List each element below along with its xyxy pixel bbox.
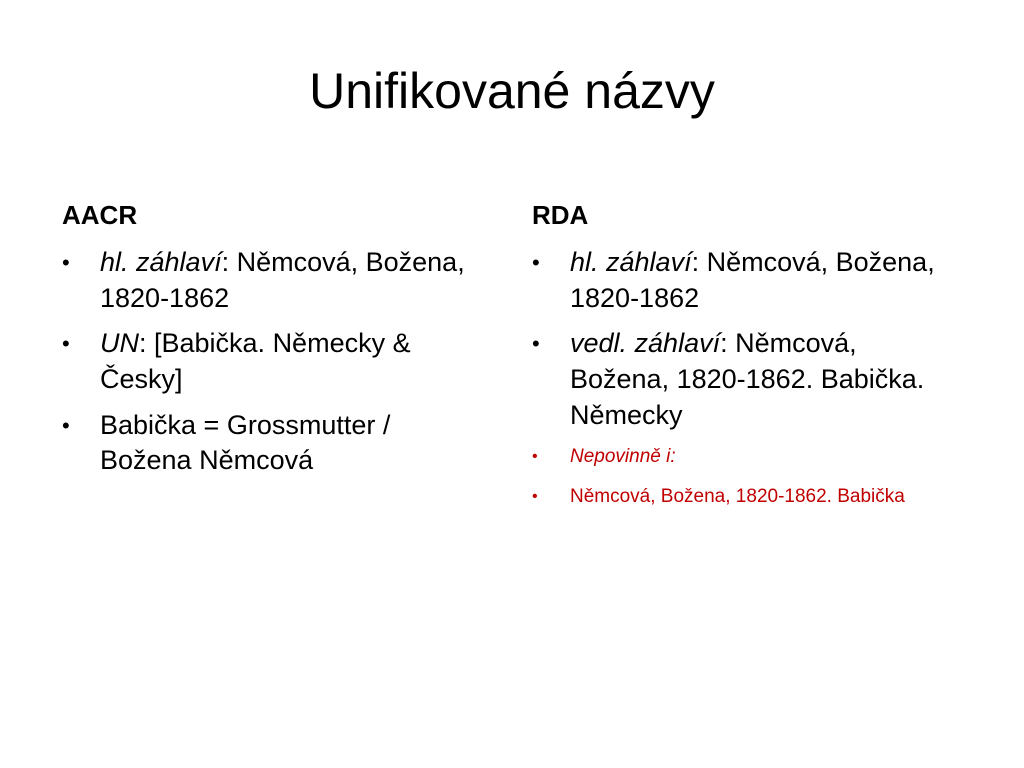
rda-item-text: : Němcová, Božena, 1820-1862: [570, 247, 935, 313]
aacr-item-label: hl. záhlaví: [100, 247, 222, 278]
rda-item-label: hl. záhlaví: [570, 247, 692, 278]
aacr-item-text: Babička = Grossmutter / Božena Němcová: [100, 409, 391, 476]
aacr-heading: AACR: [62, 200, 138, 230]
rda-item-label: vedl. záhlaví: [570, 328, 721, 359]
aacr-item-text: : [Babička. Německy & Česky]: [100, 328, 411, 395]
rda-list: [532, 245, 952, 510]
bullet-icon: •: [62, 412, 70, 438]
rda-optional-text: Němcová, Božena, 1820-1862. Babička: [570, 485, 905, 507]
bullet-icon: •: [532, 250, 540, 276]
aacr-list: [62, 245, 472, 479]
rda-column: [532, 200, 952, 522]
rda-optional-label: Nepovinně i:: [570, 446, 676, 468]
bullet-icon: •: [532, 448, 538, 466]
aacr-item-main-heading: [62, 245, 472, 316]
rda-optional-note: [532, 443, 952, 471]
aacr-item-label: UN: [100, 328, 139, 359]
rda-item-text: : Němcová, Božena, 1820-1862. Babička. Německy: [570, 328, 925, 430]
slide-title: Unifikované názvy: [309, 63, 715, 119]
bullet-icon: •: [62, 331, 70, 357]
rda-optional-item: [532, 483, 952, 511]
aacr-item-uniform-title: [62, 326, 472, 397]
rda-heading: RDA: [532, 200, 589, 230]
rda-item-main-heading: [532, 245, 952, 316]
bullet-icon: •: [62, 250, 70, 276]
bullet-icon: •: [532, 487, 538, 505]
aacr-item-title-statement: [62, 408, 472, 479]
rda-item-added-entry: [532, 326, 952, 433]
bullet-icon: •: [532, 331, 540, 357]
aacr-column: [62, 200, 472, 489]
aacr-item-text: : Němcová, Božena, 1820-1862: [100, 247, 465, 313]
